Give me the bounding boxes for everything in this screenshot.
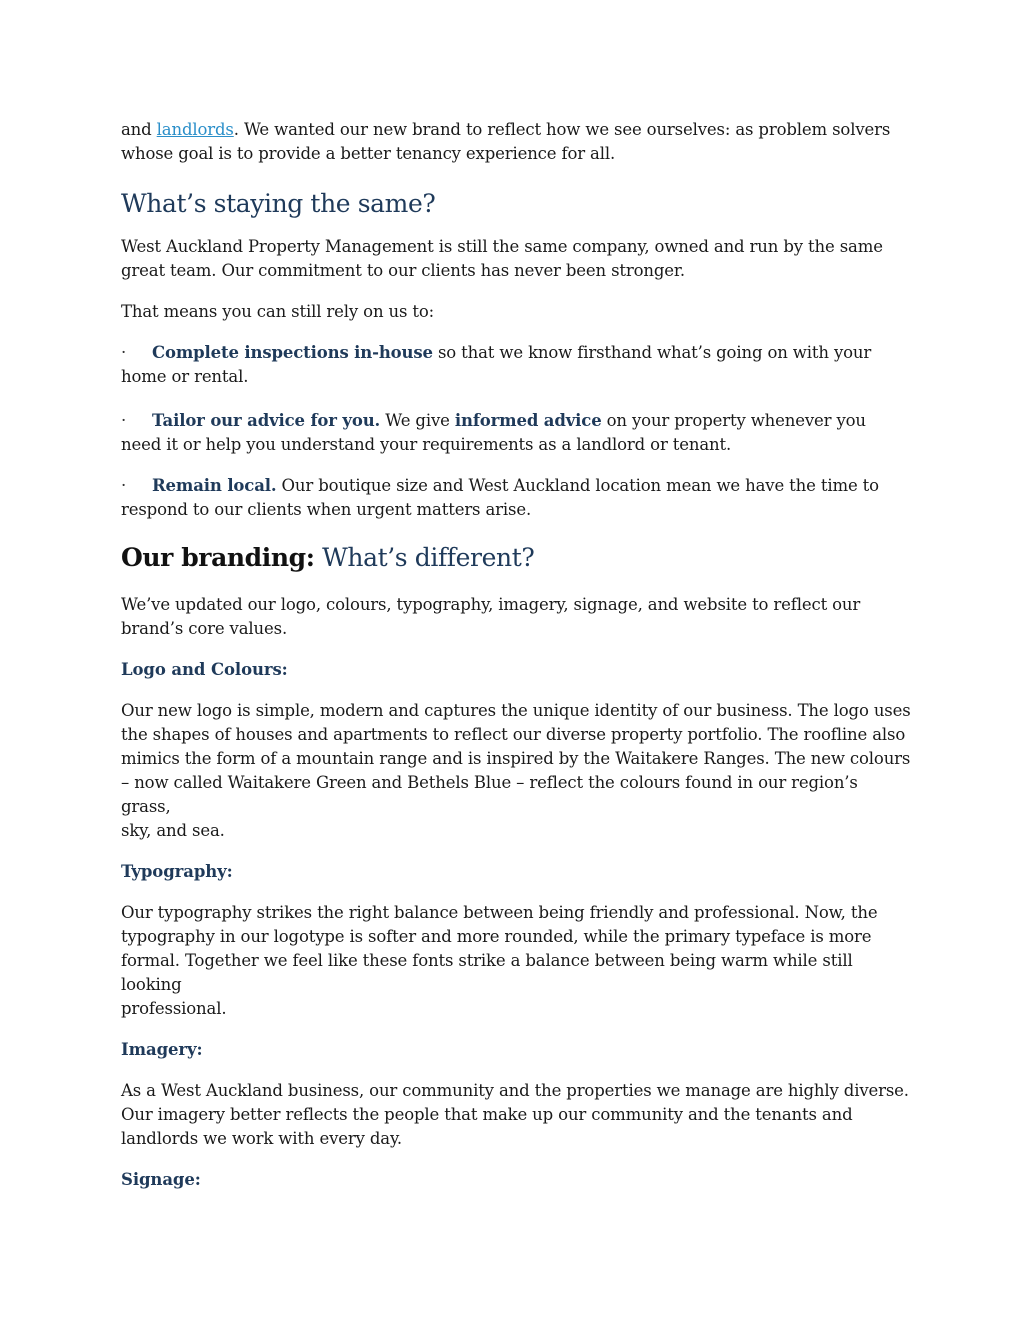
bullet-dot: · bbox=[121, 411, 127, 430]
typography-line: Our typography strikes the right balance between being friendly and professional. Now, the bbox=[121, 903, 878, 922]
intro-paragraph bbox=[121, 118, 911, 166]
company-paragraph bbox=[121, 235, 911, 283]
imagery-heading: Imagery: bbox=[121, 1040, 203, 1059]
logo-line: – now called Waitakere Green and Bethels Blue – reflect the colours found in our region’s grass, bbox=[121, 773, 858, 816]
bullet-dot: · bbox=[121, 343, 127, 362]
bullet-local-line2: respond to our clients when urgent matters arise. bbox=[121, 500, 532, 519]
bullet-inspections-line2: home or rental. bbox=[121, 367, 249, 386]
bullet-advice-strong: Tailor our advice for you. bbox=[152, 411, 381, 430]
typography-line: typography in our logotype is softer and more rounded, while the primary typeface is more bbox=[121, 927, 872, 946]
branding-heading-rest: What’s different? bbox=[314, 543, 535, 572]
logo-line: mimics the form of a mountain range and is inspired by the Waitakere Ranges. The new colours bbox=[121, 749, 911, 768]
imagery-line: Our imagery better reflects the people that make up our community and the tenants and bbox=[121, 1105, 853, 1124]
bullet-advice-mid: We give bbox=[380, 411, 455, 430]
typography-heading: Typography: bbox=[121, 862, 233, 881]
bullet-inspections-strong: Complete inspections in-house bbox=[152, 343, 433, 362]
company-line2: great team. Our commitment to our clients has never been stronger. bbox=[121, 261, 685, 280]
imagery-line: As a West Auckland business, our community and the properties we manage are highly diverse. bbox=[121, 1081, 909, 1100]
intro-line2: whose goal is to provide a better tenancy experience for all. bbox=[121, 144, 616, 163]
bullet-local-strong: Remain local. bbox=[152, 476, 277, 495]
typography-line: formal. Together we feel like these fonts strike a balance between being warm while still looking bbox=[121, 951, 853, 994]
typography-line: professional. bbox=[121, 999, 227, 1018]
branding-intro-line1: We’ve updated our logo, colours, typography, imagery, signage, and website to reflect our bbox=[121, 595, 861, 614]
bullet-local-rest: Our boutique size and West Auckland location mean we have the time to bbox=[276, 476, 879, 495]
branding-intro-line2: brand’s core values. bbox=[121, 619, 288, 638]
logo-line: Our new logo is simple, modern and captures the unique identity of our business. The logo uses bbox=[121, 701, 911, 720]
signage-heading: Signage: bbox=[121, 1170, 201, 1189]
imagery-line: landlords we work with every day. bbox=[121, 1129, 403, 1148]
branding-heading bbox=[121, 542, 911, 574]
bullet-local bbox=[121, 474, 911, 522]
logo-colours-heading: Logo and Colours: bbox=[121, 660, 288, 679]
branding-intro bbox=[121, 593, 911, 641]
landlords-link[interactable]: landlords bbox=[156, 120, 234, 139]
bullet-advice bbox=[121, 409, 911, 457]
imagery-paragraph bbox=[121, 1079, 911, 1151]
bullet-advice-line2: need it or help you understand your requirements as a landlord or tenant. bbox=[121, 435, 732, 454]
logo-line: the shapes of houses and apartments to reflect our diverse property portfolio. The roofline also bbox=[121, 725, 906, 744]
rely-paragraph: That means you can still rely on us to: bbox=[121, 302, 435, 321]
document-page bbox=[121, 118, 911, 1192]
bullet-advice-rest: on your property whenever you bbox=[601, 411, 866, 430]
logo-paragraph bbox=[121, 699, 911, 843]
bullet-inspections bbox=[121, 341, 911, 389]
intro-line1-rest: . We wanted our new brand to reflect how we see ourselves: as problem solvers bbox=[233, 120, 891, 139]
staying-same-heading: What’s staying the same? bbox=[121, 189, 436, 218]
branding-heading-strong: Our branding: bbox=[121, 543, 315, 572]
company-line1: West Auckland Property Management is still the same company, owned and run by the same bbox=[121, 237, 883, 256]
bullet-inspections-rest: so that we know firsthand what’s going on with your bbox=[432, 343, 872, 362]
logo-line: sky, and sea. bbox=[121, 821, 225, 840]
intro-prefix: and bbox=[121, 120, 157, 139]
bullet-dot: · bbox=[121, 476, 127, 495]
typography-paragraph bbox=[121, 901, 911, 1021]
informed-advice-strong: informed advice bbox=[454, 411, 602, 430]
